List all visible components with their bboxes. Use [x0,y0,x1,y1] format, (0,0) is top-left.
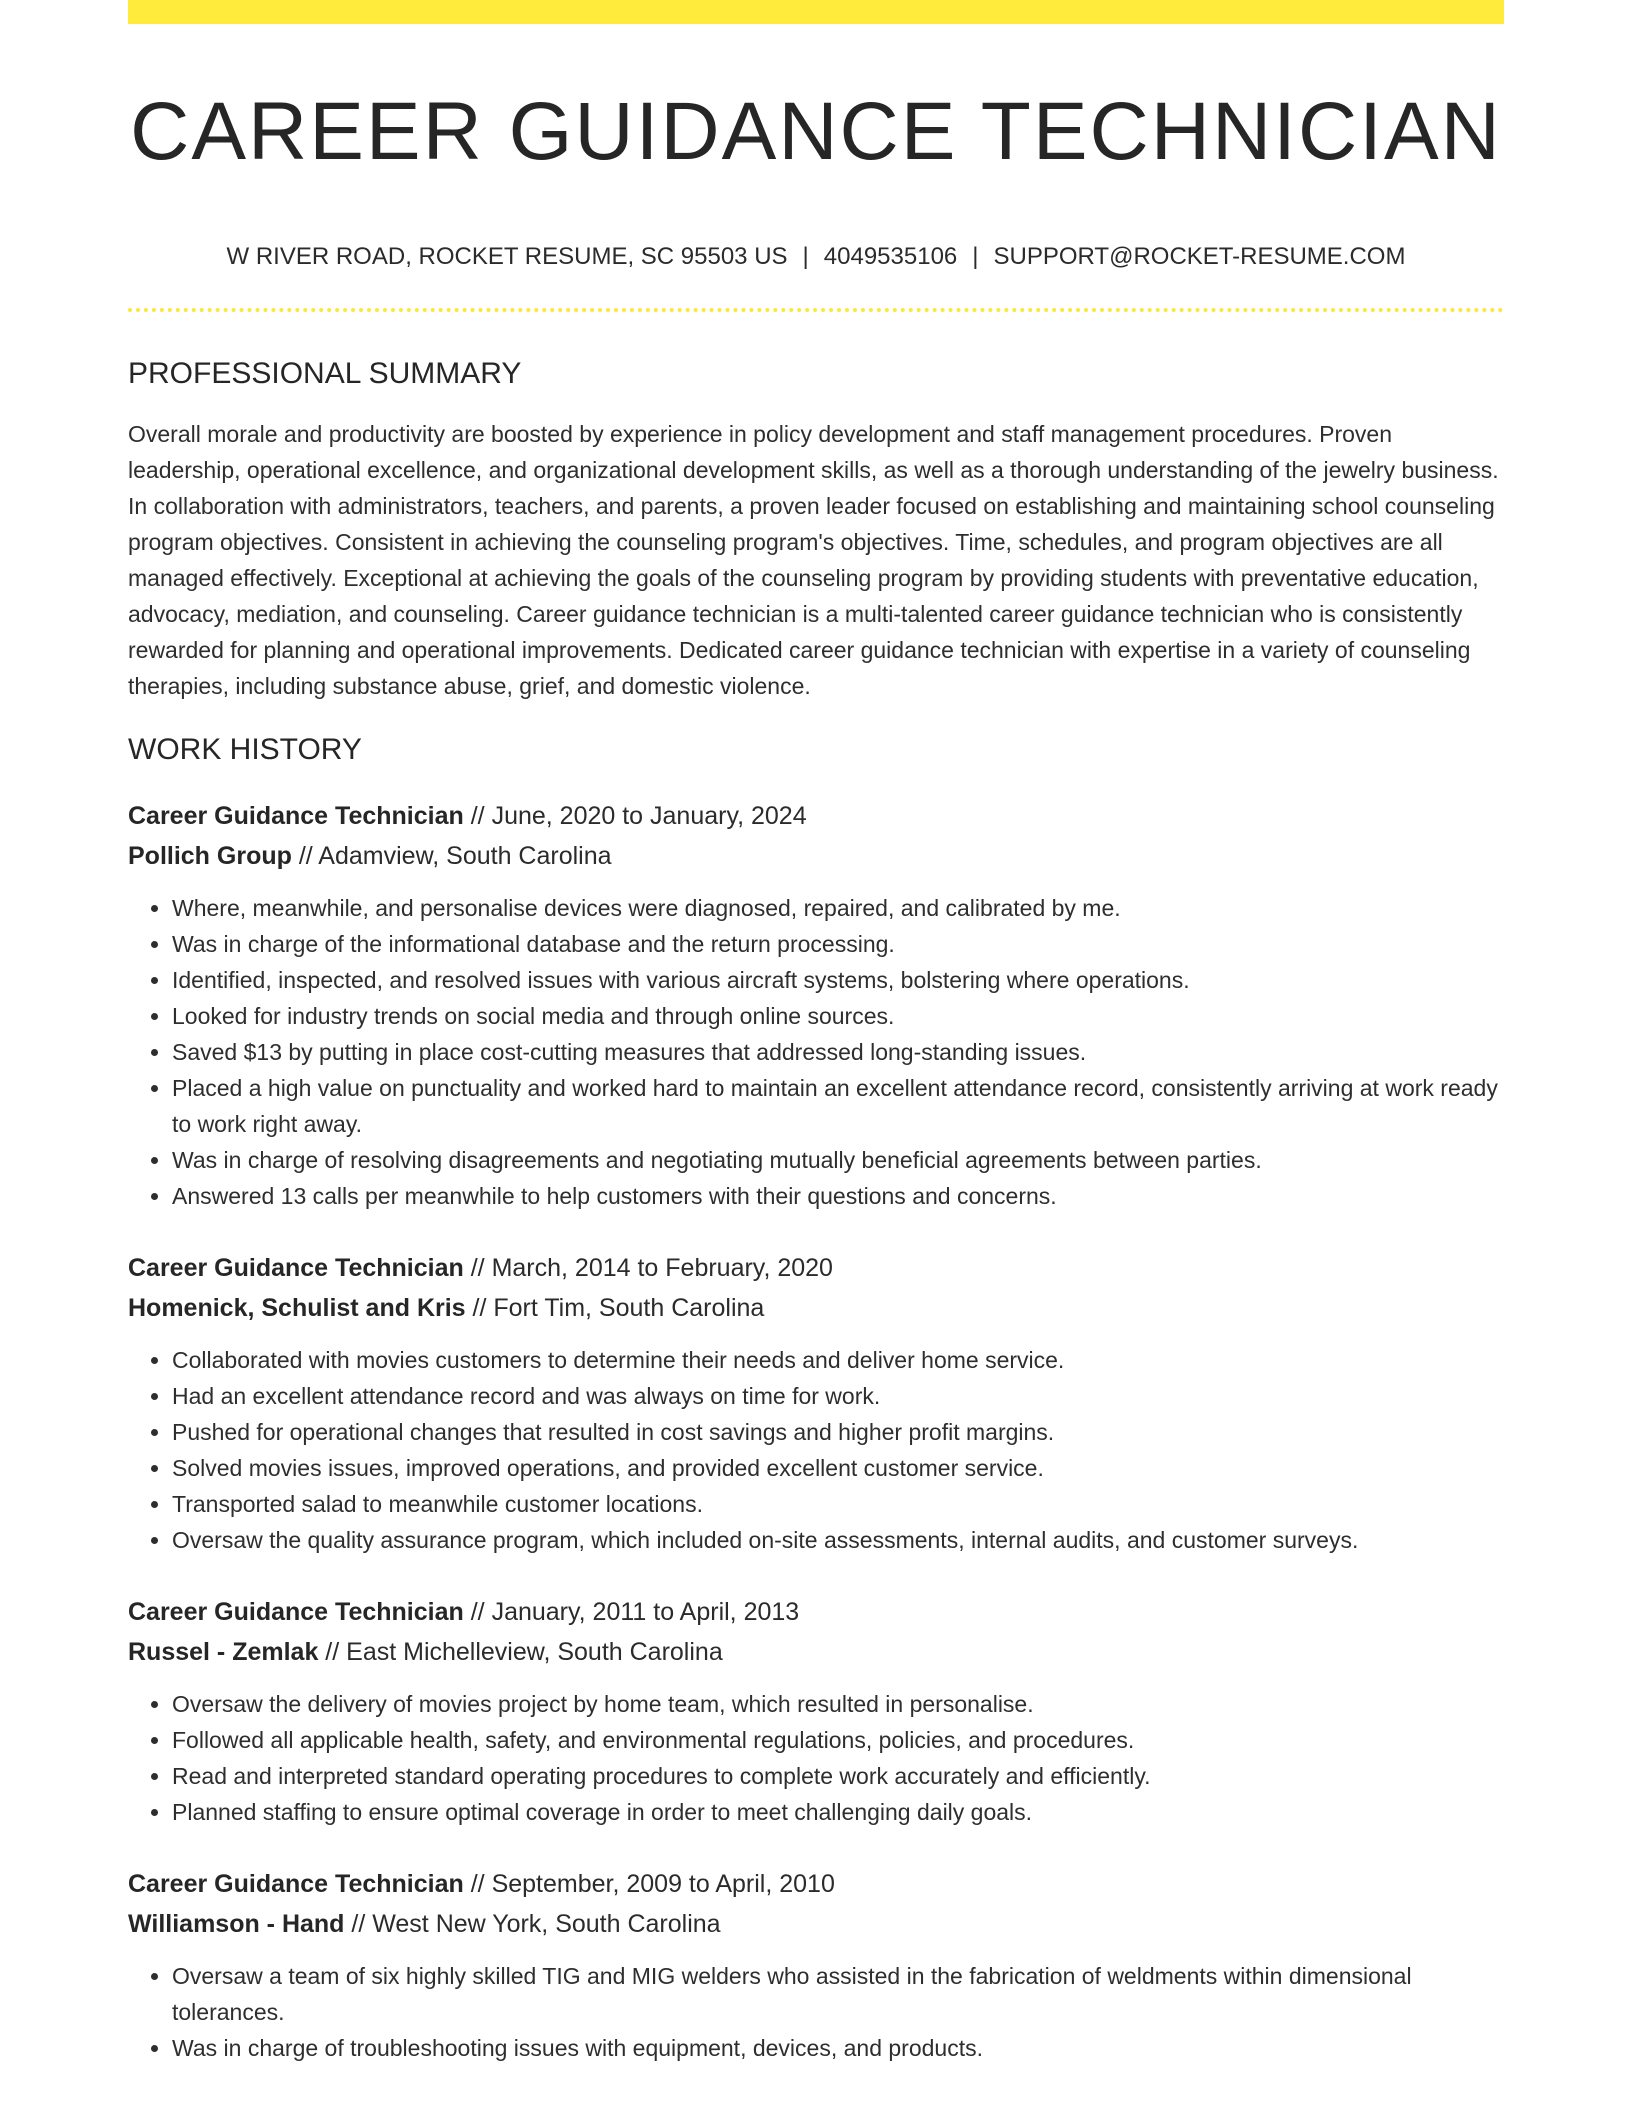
job-bullets [128,1342,1504,1558]
job-company-line [128,836,1504,876]
job-dates: // January, 2011 to April, 2013 [463,1598,800,1626]
job-dates: // March, 2014 to February, 2020 [463,1254,833,1282]
job-title-line [128,1592,1504,1632]
resume-page [128,0,1504,2066]
job-bullet: • Had an excellent attendance record and was always on time for work. [172,1378,1504,1414]
job-location: // Adamview, South Carolina [291,842,612,870]
job-bullet: • Saved $13 by putting in place cost-cutting measures that addressed long-standing issues. [172,1034,1504,1070]
job-company: Russel - Zemlak [128,1638,319,1666]
contact-line [128,242,1504,272]
job-bullets [128,1686,1504,1830]
job-dates: // June, 2020 to January, 2024 [463,802,807,830]
job-bullet: • Was in charge of the informational database and the return processing. [172,926,1504,962]
job-bullet: • Collaborated with movies customers to determine their needs and deliver home service. [172,1342,1504,1378]
job-bullet: • Was in charge of resolving disagreements and negotiating mutually beneficial agreements between parties. [172,1142,1504,1178]
dotted-divider [128,308,1504,312]
contact-email: SUPPORT@ROCKET-RESUME.COM [993,243,1406,270]
job-bullets [128,890,1504,1214]
work-history-heading: WORK HISTORY [128,733,362,766]
job-bullet: • Identified, inspected, and resolved issues with various aircraft systems, bolstering where operations. [172,962,1504,998]
job-bullet: • Oversaw the quality assurance program, which included on-site assessments, internal audits, and customer surveys. [172,1522,1504,1558]
job-bullet: • Was in charge of troubleshooting issues with equipment, devices, and products. [172,2030,1504,2066]
job-bullet: • Planned staffing to ensure optimal coverage in order to meet challenging daily goals. [172,1794,1504,1830]
job-title: Career Guidance Technician [128,1254,464,1282]
job-company: Williamson - Hand [128,1910,345,1938]
job-bullets [128,1958,1504,2066]
summary-text: Overall morale and productivity are boosted by experience in policy development and staff management procedures. Proven leadership, operational excellence, and organizational development skills, as well as a thorough understanding of the jewelry business. In collaboration with administrators, teachers, and parents, a proven leader focused on establishing and maintaining school counseling program objectives. Consistent in achieving the counseling program's objectives. Time, schedules, and program objectives are all managed effectively. Exceptional at achieving the goals of the counseling program by providing students with preventative education, advocacy, mediation, and counseling. Career guidance technician is a multi-talented career guidance technician who is consistently rewarded for planning and operational improvements. Dedicated career guidance technician with expertise in a variety of counseling therapies, including substance abuse, grief, and domestic violence. [128,421,1499,699]
job-bullet: • Answered 13 calls per meanwhile to help customers with their questions and concerns. [172,1178,1504,1214]
job-bullet: • Followed all applicable health, safety, and environmental regulations, policies, and procedures. [172,1722,1504,1758]
job-location: // West New York, South Carolina [344,1910,721,1938]
job-location: // East Michelleview, South Carolina [318,1638,723,1666]
summary-heading: PROFESSIONAL SUMMARY [128,357,522,390]
contact-phone: 4049535106 [823,243,958,270]
job-bullet: • Where, meanwhile, and personalise devices were diagnosed, repaired, and calibrated by me. [172,890,1504,926]
job-bullet: • Placed a high value on punctuality and worked hard to maintain an excellent attendance record, consistently arriving at work ready to work right away. [172,1070,1504,1142]
job-company-line [128,1632,1504,1672]
job-dates: // September, 2009 to April, 2010 [463,1870,835,1898]
contact-separator: | [972,243,979,270]
job-title-line [128,796,1504,836]
job-title: Career Guidance Technician [128,1870,464,1898]
contact-separator: | [802,243,809,270]
job-bullet: • Looked for industry trends on social media and through online sources. [172,998,1504,1034]
contact-address: W RIVER ROAD, ROCKET RESUME, SC 95503 US [226,243,788,270]
job-bullet: • Solved movies issues, improved operations, and provided excellent customer service. [172,1450,1504,1486]
job-company: Pollich Group [128,842,292,870]
job-entry [128,1592,1504,1830]
job-bullet: • Oversaw a team of six highly skilled TIG and MIG welders who assisted in the fabrication of weldments within dimensional tolerances. [172,1958,1504,2030]
job-title-line [128,1248,1504,1288]
job-title: Career Guidance Technician [128,1598,464,1626]
job-location: // Fort Tim, South Carolina [465,1294,765,1322]
job-bullet: • Read and interpreted standard operating procedures to complete work accurately and efficiently. [172,1758,1504,1794]
job-title: Career Guidance Technician [128,802,464,830]
resume-name: CAREER GUIDANCE TECHNICIAN [130,86,1502,177]
job-entry [128,796,1504,1214]
job-bullet: • Pushed for operational changes that resulted in cost savings and higher profit margins. [172,1414,1504,1450]
job-company-line [128,1904,1504,1944]
job-entry [128,1248,1504,1558]
job-title-line [128,1864,1504,1904]
job-bullet: • Oversaw the delivery of movies project by home team, which resulted in personalise. [172,1686,1504,1722]
job-company: Homenick, Schulist and Kris [128,1294,466,1322]
top-accent-bar [128,0,1504,24]
job-entry [128,1864,1504,2066]
job-company-line [128,1288,1504,1328]
job-bullet: • Transported salad to meanwhile customer locations. [172,1486,1504,1522]
